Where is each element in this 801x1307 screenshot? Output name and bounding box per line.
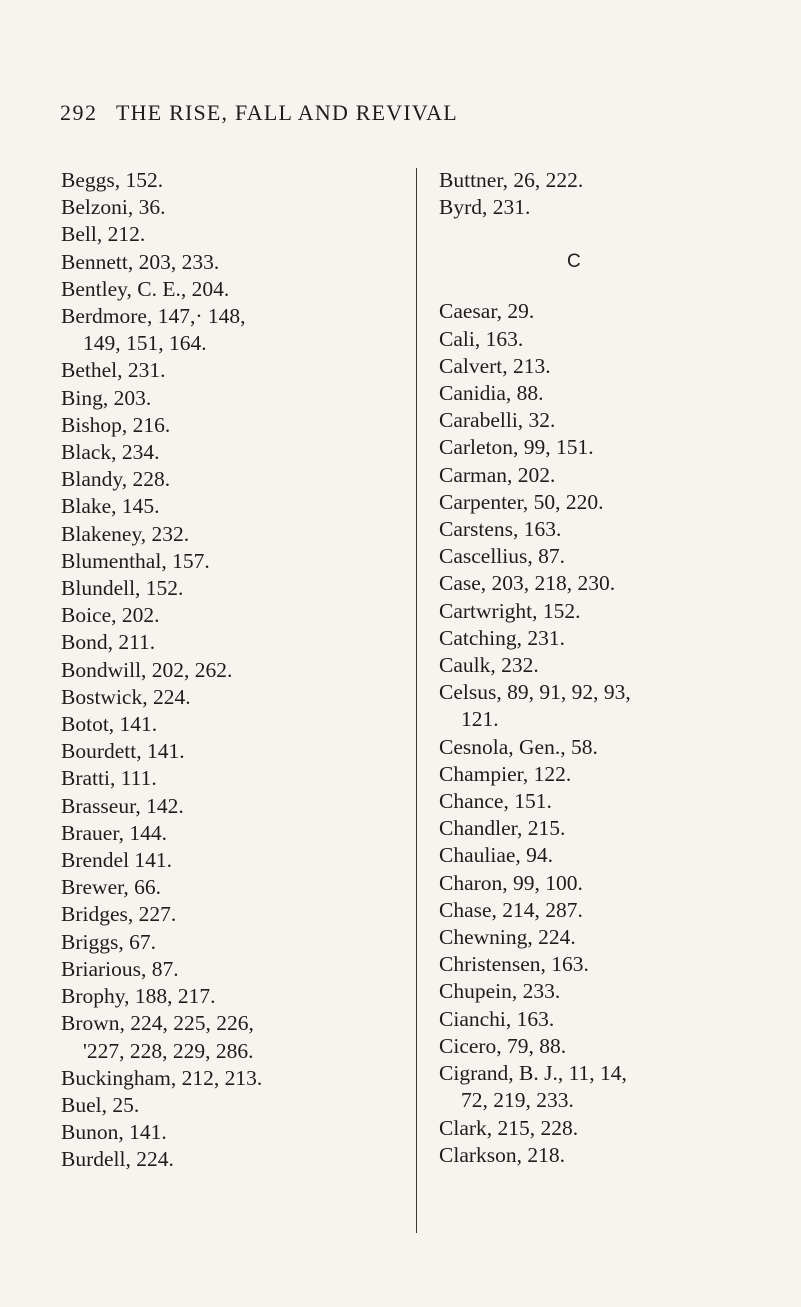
column-divider bbox=[416, 168, 417, 1233]
index-entry: Cali, 163. bbox=[439, 326, 524, 351]
index-entry: Carman, 202. bbox=[439, 462, 556, 487]
index-entry: Bunon, 141. bbox=[61, 1120, 167, 1145]
index-entry: Buttner, 26, 222. bbox=[439, 168, 584, 192]
index-entry: Chase, 214, 287. bbox=[439, 897, 583, 922]
index-entry: Bethel, 231. bbox=[61, 358, 166, 383]
index-entry: Chandler, 215. bbox=[439, 816, 566, 841]
index-entry: Bell, 212. bbox=[61, 222, 146, 247]
index-entry: Cascellius, 87. bbox=[439, 544, 565, 569]
section-letter-heading: C bbox=[567, 251, 581, 273]
index-entry: Bostwick, 224. bbox=[61, 684, 191, 709]
index-entry: Bing, 203. bbox=[61, 385, 152, 410]
index-entry: Briarious, 87. bbox=[61, 956, 179, 981]
index-entry: Celsus, 89, 91, 92, 93, bbox=[439, 680, 631, 705]
index-entry: Brasseur, 142. bbox=[61, 793, 184, 818]
index-entry: Blandy, 228. bbox=[61, 467, 171, 492]
index-entry: Bratti, 111. bbox=[61, 766, 157, 791]
index-entry: Bennett, 203, 233. bbox=[61, 249, 220, 274]
index-entry: Champier, 122. bbox=[439, 761, 572, 786]
index-entry: Brophy, 188, 217. bbox=[61, 984, 216, 1009]
index-entry: Blumenthal, 157. bbox=[61, 548, 210, 573]
index-entry: Black, 234. bbox=[61, 440, 160, 465]
page-header bbox=[60, 100, 760, 134]
index-entry: Carabelli, 32. bbox=[439, 408, 556, 433]
index-entry: Cartwright, 152. bbox=[439, 598, 581, 623]
index-entry-continuation: '227, 228, 229, 286. bbox=[83, 1038, 254, 1063]
index-entry: Cianchi, 163. bbox=[439, 1006, 555, 1031]
index-entry: Bentley, C. E., 204. bbox=[61, 276, 230, 301]
index-entry: Chewning, 224. bbox=[439, 925, 576, 950]
index-entry: Buel, 25. bbox=[61, 1092, 140, 1117]
index-entry: Cicero, 79, 88. bbox=[439, 1033, 567, 1058]
index-entry: Chance, 151. bbox=[439, 789, 552, 814]
index-entry: Briggs, 67. bbox=[61, 929, 156, 954]
index-entry: Carstens, 163. bbox=[439, 517, 562, 542]
index-entry: Chupein, 233. bbox=[439, 979, 561, 1004]
index-entry: Catching, 231. bbox=[439, 625, 565, 650]
index-entry: Blundell, 152. bbox=[61, 576, 184, 601]
index-entry: Brauer, 144. bbox=[61, 820, 168, 845]
index-entry: Clarkson, 218. bbox=[439, 1142, 566, 1167]
index-entry-continuation: 149, 151, 164. bbox=[83, 331, 207, 356]
index-entry: Case, 203, 218, 230. bbox=[439, 571, 616, 596]
page-number: 292 bbox=[60, 100, 98, 125]
index-entry: Carpenter, 50, 220. bbox=[439, 489, 604, 514]
index-entry: Burdell, 224. bbox=[61, 1147, 174, 1172]
index-entry-continuation: 121. bbox=[461, 707, 499, 732]
index-entry: Brown, 224, 225, 226, bbox=[61, 1011, 254, 1036]
index-entry: Brendel 141. bbox=[61, 848, 173, 873]
index-entry: Bond, 211. bbox=[61, 630, 156, 655]
index-entry: Charon, 99, 100. bbox=[439, 870, 583, 895]
index-entry: Byrd, 231. bbox=[439, 195, 531, 220]
index-entry: Caesar, 29. bbox=[439, 299, 535, 324]
index-entry: Chauliae, 94. bbox=[439, 843, 554, 868]
index-entry: Bondwill, 202, 262. bbox=[61, 657, 233, 682]
index-entry: Beggs, 152. bbox=[61, 168, 164, 192]
index-column-left bbox=[61, 167, 416, 1174]
index-entry: Bridges, 227. bbox=[61, 902, 177, 927]
running-title: THE RISE, FALL AND REVIVAL bbox=[116, 100, 458, 125]
index-entry: Bourdett, 141. bbox=[61, 739, 185, 764]
index-entry: Christensen, 163. bbox=[439, 952, 589, 977]
index-entry: Botot, 141. bbox=[61, 712, 158, 737]
index-entry: Calvert, 213. bbox=[439, 353, 551, 378]
index-entry: Brewer, 66. bbox=[61, 875, 162, 900]
index-entry: Caulk, 232. bbox=[439, 653, 539, 678]
index-entry: Cigrand, B. J., 11, 14, bbox=[439, 1061, 627, 1086]
index-entry-continuation: 72, 219, 233. bbox=[461, 1088, 574, 1113]
index-entry: Berdmore, 147,· 148, bbox=[61, 304, 246, 329]
index-entry: Bishop, 216. bbox=[61, 412, 171, 437]
index-entry: Carleton, 99, 151. bbox=[439, 435, 594, 460]
index-entry: Clark, 215, 228. bbox=[439, 1115, 579, 1140]
index-entry: Blake, 145. bbox=[61, 494, 160, 519]
index-entry: Buckingham, 212, 213. bbox=[61, 1065, 263, 1090]
index-entry: Belzoni, 36. bbox=[61, 195, 166, 220]
index-entry: Blakeney, 232. bbox=[61, 521, 190, 546]
index-column-right bbox=[439, 167, 779, 1169]
index-entry: Cesnola, Gen., 58. bbox=[439, 734, 598, 759]
index-entry: Boice, 202. bbox=[61, 603, 160, 628]
index-entry: Canidia, 88. bbox=[439, 381, 544, 406]
